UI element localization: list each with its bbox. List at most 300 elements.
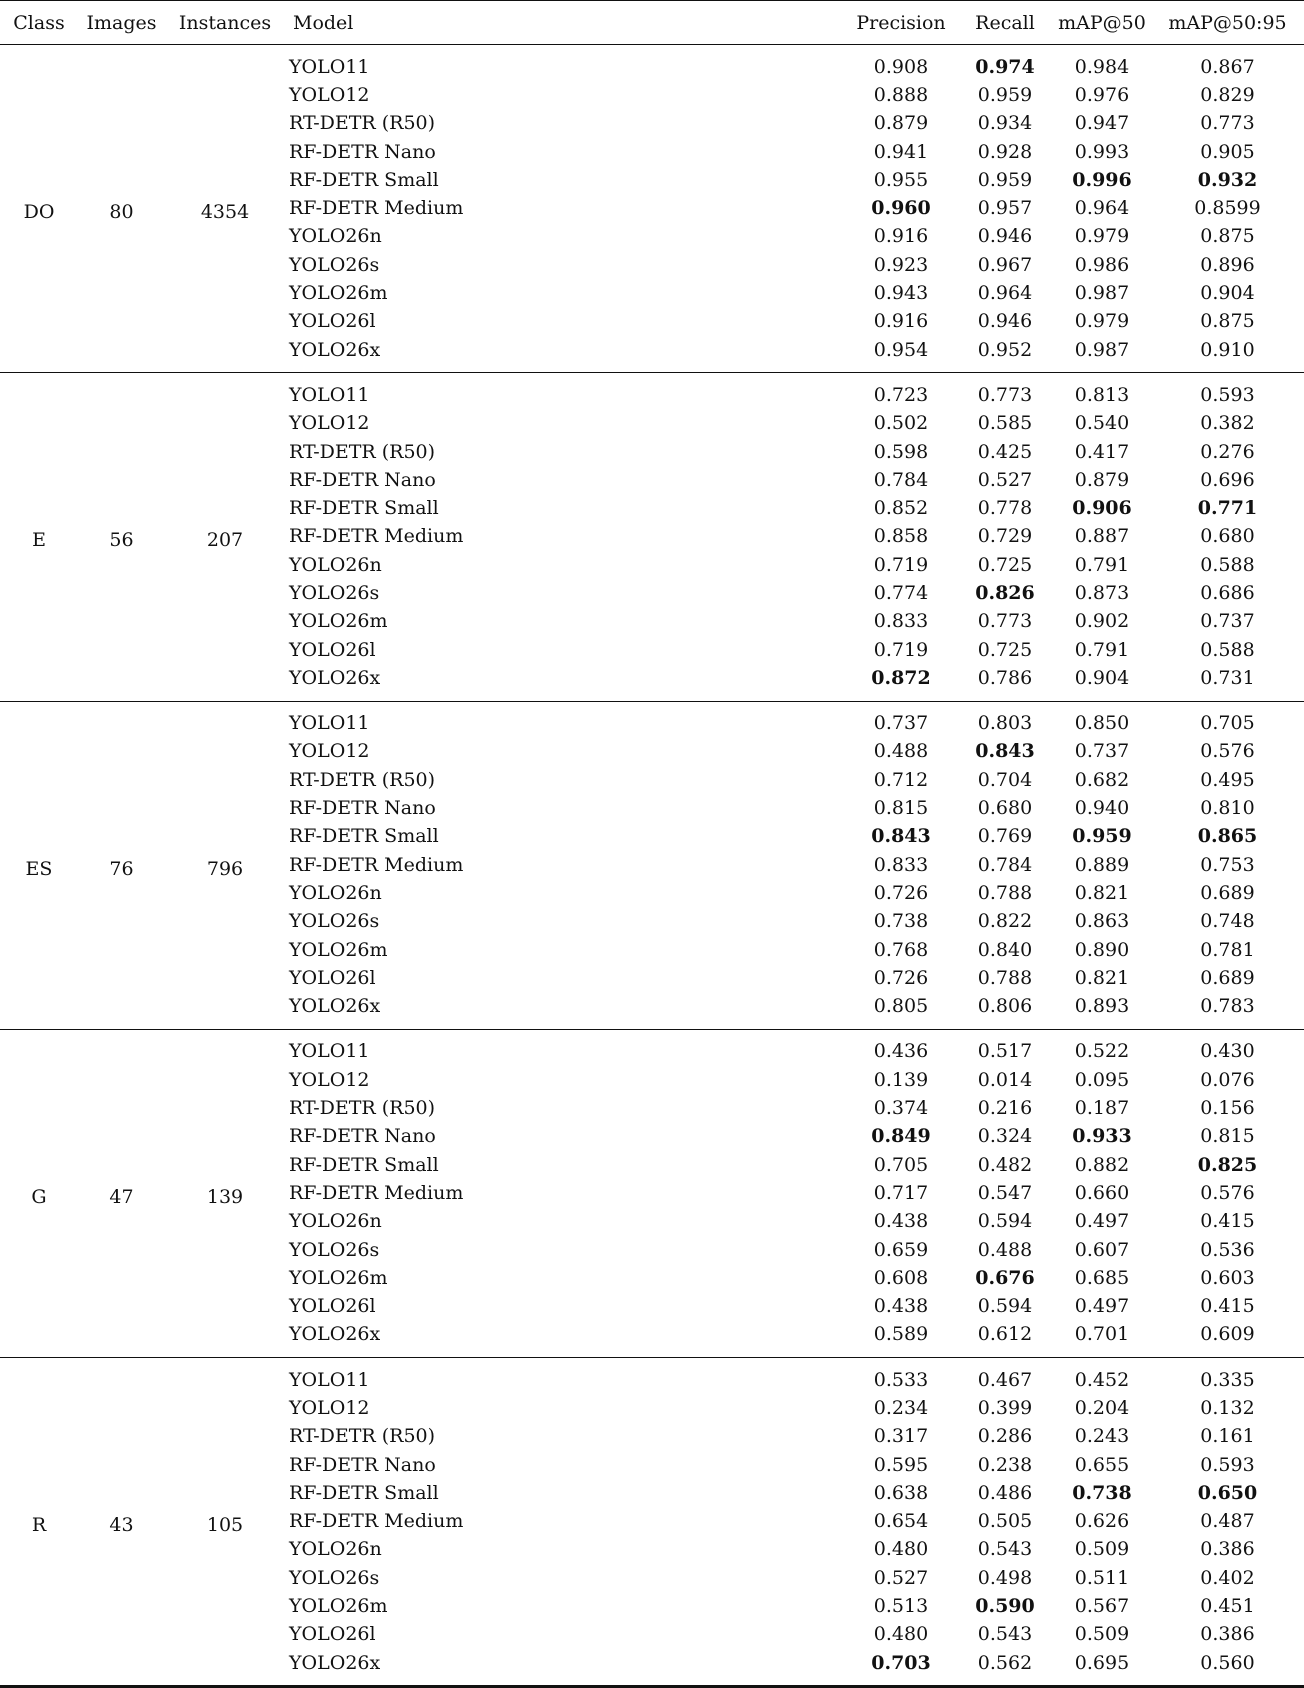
precision-cell: 0.488: [873, 740, 929, 763]
map5095-cell: 0.156: [1200, 1097, 1255, 1120]
model-cell: YOLO26s: [289, 581, 380, 604]
recall-cell: 0.704: [977, 768, 1033, 791]
map5095-cell: 0.865: [1197, 825, 1258, 848]
precision-cell: 0.916: [873, 310, 929, 333]
model-cell: YOLO11: [289, 1368, 370, 1391]
map5095-cell: 0.896: [1200, 253, 1255, 276]
map5095-cell: 0.593: [1200, 383, 1255, 406]
model-cell: YOLO11: [289, 712, 370, 735]
model-cell: RF-DETR Nano: [289, 468, 436, 491]
precision-cell: 0.719: [873, 553, 929, 576]
class-group: [0, 373, 1304, 701]
map50-cell: 0.964: [1074, 197, 1130, 220]
model-cell: YOLO26x: [285, 993, 845, 1030]
map5095-cell: 0.737: [1200, 610, 1255, 633]
recall-cell: 0.547: [977, 1181, 1033, 1204]
map50-cell: 0.738: [1072, 1481, 1132, 1504]
map5095-cell: 0.689: [1200, 881, 1255, 904]
map50-cell: 0.987: [1053, 336, 1151, 373]
class-cell: R: [0, 1358, 78, 1687]
precision-cell: 0.527: [873, 1566, 929, 1589]
model-cell: RF-DETR Medium: [289, 1181, 464, 1204]
map5095-cell: 0.731: [1151, 664, 1304, 701]
map5095-cell: 0.076: [1200, 1068, 1255, 1091]
model-cell: YOLO12: [289, 1068, 370, 1091]
instances-cell: 139: [165, 1029, 285, 1357]
header-recall: Recall: [957, 1, 1053, 45]
recall-cell: 0.806: [957, 993, 1053, 1030]
map50-cell: 0.791: [1074, 638, 1130, 661]
model-cell: YOLO26n: [289, 881, 382, 904]
map5095-cell: 0.415: [1200, 1295, 1255, 1318]
recall-cell: 0.803: [977, 712, 1033, 735]
map50-cell: 0.986: [1074, 253, 1130, 276]
map50-cell: 0.737: [1074, 740, 1130, 763]
model-cell: YOLO26m: [289, 610, 388, 633]
precision-cell: 0.916: [873, 225, 929, 248]
map5095-cell: 0.829: [1200, 83, 1255, 106]
model-cell: RF-DETR Medium: [289, 1510, 464, 1533]
precision-cell: 0.954: [845, 336, 957, 373]
precision-cell: 0.513: [873, 1595, 929, 1618]
recall-cell: 0.286: [977, 1425, 1033, 1448]
recall-cell: 0.773: [977, 610, 1033, 633]
model-cell: YOLO26n: [289, 553, 382, 576]
map50-cell: 0.987: [1074, 282, 1130, 305]
map50-cell: 0.540: [1074, 412, 1130, 435]
map50-cell: 0.522: [1074, 1040, 1130, 1063]
recall-cell: 0.957: [977, 197, 1033, 220]
model-cell: YOLO11: [289, 383, 370, 406]
map5095-cell: 0.904: [1200, 282, 1255, 305]
recall-cell: 0.784: [977, 853, 1033, 876]
map50-cell: 0.685: [1074, 1266, 1130, 1289]
precision-cell: 0.888: [873, 83, 929, 106]
precision-cell: 0.879: [873, 112, 929, 135]
recall-cell: 0.517: [977, 1040, 1033, 1063]
map5095-cell: 0.576: [1200, 1181, 1255, 1204]
model-cell: YOLO26x: [285, 664, 845, 701]
precision-cell: 0.955: [873, 168, 929, 191]
map5095-cell: 0.781: [1200, 938, 1255, 961]
precision-cell: 0.774: [873, 581, 929, 604]
class-group: [0, 1029, 1304, 1357]
map50-cell: 0.933: [1072, 1125, 1132, 1148]
map5095-cell: 0.810: [1200, 797, 1255, 820]
recall-cell: 0.399: [977, 1397, 1033, 1419]
map5095-cell: 0.753: [1200, 853, 1255, 876]
precision-cell: 0.589: [845, 1321, 957, 1358]
table-row: [0, 701, 1304, 738]
map50-cell: 0.607: [1074, 1238, 1130, 1261]
map50-cell: 0.821: [1074, 966, 1130, 989]
recall-cell: 0.680: [977, 797, 1033, 820]
header-images: Images: [78, 1, 165, 45]
images-cell: 56: [78, 373, 165, 701]
map50-cell: 0.879: [1074, 468, 1130, 491]
class-cell: G: [0, 1029, 78, 1357]
map5095-cell: 0.650: [1197, 1481, 1258, 1504]
recall-cell: 0.676: [975, 1266, 1035, 1289]
model-cell: RF-DETR Nano: [289, 797, 436, 820]
recall-cell: 0.826: [975, 581, 1035, 604]
recall-cell: 0.594: [977, 1210, 1033, 1233]
precision-cell: 0.438: [873, 1295, 929, 1318]
model-cell: YOLO11: [289, 1040, 370, 1063]
model-cell: RF-DETR Small: [289, 1153, 439, 1176]
precision-cell: 0.480: [873, 1538, 929, 1561]
model-cell: YOLO26s: [289, 253, 380, 276]
precision-cell: 0.908: [873, 55, 929, 78]
precision-cell: 0.595: [873, 1453, 929, 1476]
table-row: [0, 373, 1304, 410]
instances-cell: 207: [165, 373, 285, 701]
recall-cell: 0.840: [977, 938, 1033, 961]
model-cell: YOLO26n: [289, 1210, 382, 1233]
instances-cell: 4354: [165, 45, 285, 373]
model-cell: YOLO26s: [289, 1238, 380, 1261]
instances-cell: 105: [165, 1358, 285, 1687]
header-row: [0, 1, 1304, 45]
recall-cell: 0.543: [977, 1538, 1033, 1561]
images-cell: 80: [78, 45, 165, 373]
map50-cell: 0.567: [1074, 1595, 1130, 1618]
map5095-cell: 0.748: [1200, 910, 1255, 933]
model-cell: YOLO26x: [285, 1321, 845, 1358]
map50-cell: 0.979: [1074, 225, 1130, 248]
model-cell: YOLO12: [289, 1397, 370, 1419]
recall-cell: 0.238: [977, 1453, 1033, 1476]
precision-cell: 0.784: [873, 468, 929, 491]
model-cell: RF-DETR Nano: [289, 1453, 436, 1476]
class-cell: E: [0, 373, 78, 701]
class-group: [0, 701, 1304, 1029]
table-row: [0, 1029, 1304, 1066]
precision-cell: 0.726: [873, 881, 929, 904]
recall-cell: 0.946: [977, 310, 1033, 333]
map50-cell: 0.976: [1074, 83, 1130, 106]
recall-cell: 0.324: [977, 1125, 1033, 1148]
class-group: [0, 45, 1304, 373]
recall-cell: 0.216: [977, 1097, 1033, 1120]
model-cell: YOLO26m: [289, 1595, 388, 1618]
model-cell: YOLO26s: [289, 1566, 380, 1589]
header-precision: Precision: [845, 1, 957, 45]
model-cell: YOLO12: [289, 740, 370, 763]
map5095-cell: 0.276: [1200, 440, 1255, 463]
precision-cell: 0.502: [873, 412, 929, 435]
precision-cell: 0.858: [873, 525, 929, 548]
precision-cell: 0.533: [873, 1368, 929, 1391]
recall-cell: 0.498: [977, 1566, 1033, 1589]
map5095-cell: 0.8599: [1194, 197, 1261, 220]
map50-cell: 0.243: [1074, 1425, 1130, 1448]
recall-cell: 0.788: [977, 966, 1033, 989]
precision-cell: 0.139: [873, 1068, 929, 1091]
model-cell: YOLO12: [289, 83, 370, 106]
map50-cell: 0.813: [1074, 383, 1130, 406]
recall-cell: 0.729: [977, 525, 1033, 548]
map50-cell: 0.984: [1074, 55, 1130, 78]
recall-cell: 0.786: [957, 664, 1053, 701]
recall-cell: 0.769: [977, 825, 1033, 848]
map50-cell: 0.893: [1053, 993, 1151, 1030]
images-cell: 47: [78, 1029, 165, 1357]
recall-cell: 0.934: [977, 112, 1033, 135]
model-cell: RF-DETR Medium: [289, 197, 464, 220]
model-cell: YOLO26m: [289, 282, 388, 305]
precision-cell: 0.941: [873, 140, 929, 163]
model-cell: RF-DETR Small: [289, 168, 439, 191]
class-group: [0, 1358, 1304, 1687]
recall-cell: 0.928: [977, 140, 1033, 163]
model-cell: RF-DETR Small: [289, 1481, 439, 1504]
precision-cell: 0.717: [873, 1181, 929, 1204]
map5095-cell: 0.576: [1200, 740, 1255, 763]
map50-cell: 0.889: [1074, 853, 1130, 876]
model-cell: RF-DETR Medium: [289, 525, 464, 548]
map5095-cell: 0.593: [1200, 1453, 1255, 1476]
precision-cell: 0.833: [873, 853, 929, 876]
map5095-cell: 0.132: [1200, 1397, 1255, 1419]
recall-cell: 0.778: [977, 497, 1033, 520]
map5095-cell: 0.386: [1200, 1623, 1255, 1646]
precision-cell: 0.852: [873, 497, 929, 520]
map50-cell: 0.979: [1074, 310, 1130, 333]
precision-cell: 0.638: [873, 1481, 929, 1504]
model-cell: YOLO26l: [289, 1295, 376, 1318]
recall-cell: 0.486: [977, 1481, 1033, 1504]
precision-cell: 0.815: [873, 797, 929, 820]
precision-cell: 0.738: [873, 910, 929, 933]
recall-cell: 0.967: [977, 253, 1033, 276]
map50-cell: 0.906: [1072, 497, 1132, 520]
precision-cell: 0.712: [873, 768, 929, 791]
map50-cell: 0.887: [1074, 525, 1130, 548]
map5095-cell: 0.335: [1200, 1368, 1255, 1391]
map5095-cell: 0.603: [1200, 1266, 1255, 1289]
model-cell: YOLO26m: [289, 1266, 388, 1289]
map5095-cell: 0.161: [1200, 1425, 1255, 1448]
model-cell: RT-DETR (R50): [289, 112, 436, 135]
map5095-cell: 0.825: [1197, 1153, 1258, 1176]
map5095-cell: 0.536: [1200, 1238, 1255, 1261]
map5095-cell: 0.487: [1200, 1510, 1255, 1533]
precision-cell: 0.843: [871, 825, 931, 848]
recall-cell: 0.788: [977, 881, 1033, 904]
model-cell: RT-DETR (R50): [289, 768, 436, 791]
model-cell: YOLO26l: [289, 638, 376, 661]
recall-cell: 0.964: [977, 282, 1033, 305]
map50-cell: 0.509: [1074, 1538, 1130, 1561]
model-cell: YOLO26l: [289, 1623, 376, 1646]
map50-cell: 0.509: [1074, 1623, 1130, 1646]
map50-cell: 0.511: [1074, 1566, 1130, 1589]
map50-cell: 0.497: [1074, 1295, 1130, 1318]
recall-cell: 0.482: [977, 1153, 1033, 1176]
precision-cell: 0.234: [873, 1397, 929, 1419]
precision-cell: 0.608: [873, 1266, 929, 1289]
map5095-cell: 0.588: [1200, 638, 1255, 661]
map5095-cell: 0.705: [1200, 712, 1255, 735]
map50-cell: 0.940: [1074, 797, 1130, 820]
map50-cell: 0.497: [1074, 1210, 1130, 1233]
map5095-cell: 0.382: [1200, 412, 1255, 435]
header-class: Class: [0, 1, 78, 45]
model-cell: RF-DETR Small: [289, 497, 439, 520]
recall-cell: 0.725: [977, 638, 1033, 661]
recall-cell: 0.843: [975, 740, 1035, 763]
map5095-cell: 0.905: [1200, 140, 1255, 163]
map50-cell: 0.695: [1053, 1649, 1151, 1687]
instances-cell: 796: [165, 701, 285, 1029]
map50-cell: 0.095: [1074, 1068, 1130, 1091]
precision-cell: 0.849: [871, 1125, 931, 1148]
precision-cell: 0.872: [845, 664, 957, 701]
recall-cell: 0.505: [977, 1510, 1033, 1533]
recall-cell: 0.952: [957, 336, 1053, 373]
table-row: [0, 1358, 1304, 1395]
header-instances: Instances: [165, 1, 285, 45]
map5095-cell: 0.560: [1151, 1649, 1304, 1687]
map5095-cell: 0.783: [1151, 993, 1304, 1030]
precision-cell: 0.659: [873, 1238, 929, 1261]
precision-cell: 0.960: [871, 197, 931, 220]
map5095-cell: 0.386: [1200, 1538, 1255, 1561]
map50-cell: 0.890: [1074, 938, 1130, 961]
recall-cell: 0.594: [977, 1295, 1033, 1318]
map50-cell: 0.791: [1074, 553, 1130, 576]
map5095-cell: 0.680: [1200, 525, 1255, 548]
model-cell: YOLO26n: [289, 225, 382, 248]
map5095-cell: 0.696: [1200, 468, 1255, 491]
model-cell: YOLO26n: [289, 1538, 382, 1561]
recall-cell: 0.725: [977, 553, 1033, 576]
recall-cell: 0.959: [977, 83, 1033, 106]
precision-cell: 0.833: [873, 610, 929, 633]
map5095-cell: 0.771: [1197, 497, 1258, 520]
precision-cell: 0.768: [873, 938, 929, 961]
precision-cell: 0.436: [873, 1040, 929, 1063]
map5095-cell: 0.875: [1200, 225, 1255, 248]
header-model: Model: [285, 1, 845, 45]
map5095-cell: 0.689: [1200, 966, 1255, 989]
map5095-cell: 0.415: [1200, 1210, 1255, 1233]
precision-cell: 0.923: [873, 253, 929, 276]
table-header: [0, 1, 1304, 45]
model-cell: RT-DETR (R50): [289, 1097, 436, 1120]
precision-cell: 0.654: [873, 1510, 929, 1533]
recall-cell: 0.959: [977, 168, 1033, 191]
recall-cell: 0.946: [977, 225, 1033, 248]
model-cell: RF-DETR Nano: [289, 140, 436, 163]
map50-cell: 0.850: [1074, 712, 1130, 735]
precision-cell: 0.943: [873, 282, 929, 305]
map5095-cell: 0.451: [1200, 1595, 1255, 1618]
model-cell: RF-DETR Medium: [289, 853, 464, 876]
model-cell: RT-DETR (R50): [289, 440, 436, 463]
recall-cell: 0.467: [977, 1368, 1033, 1391]
map5095-cell: 0.815: [1200, 1125, 1255, 1148]
map50-cell: 0.821: [1074, 881, 1130, 904]
precision-cell: 0.726: [873, 966, 929, 989]
model-cell: YOLO26l: [289, 310, 376, 333]
map50-cell: 0.204: [1074, 1397, 1130, 1419]
recall-cell: 0.773: [977, 383, 1033, 406]
map50-cell: 0.947: [1074, 112, 1130, 135]
class-cell: ES: [0, 701, 78, 1029]
map50-cell: 0.882: [1074, 1153, 1130, 1176]
precision-cell: 0.438: [873, 1210, 929, 1233]
model-cell: YOLO26l: [289, 966, 376, 989]
map50-cell: 0.993: [1074, 140, 1130, 163]
recall-cell: 0.590: [975, 1595, 1035, 1618]
map5095-cell: 0.773: [1200, 112, 1255, 135]
precision-cell: 0.374: [873, 1097, 929, 1120]
recall-cell: 0.974: [975, 55, 1035, 78]
precision-cell: 0.598: [873, 440, 929, 463]
precision-cell: 0.317: [873, 1425, 929, 1448]
map50-cell: 0.996: [1072, 168, 1132, 191]
model-cell: RT-DETR (R50): [289, 1425, 436, 1448]
map50-cell: 0.655: [1074, 1453, 1130, 1476]
map5095-cell: 0.686: [1200, 581, 1255, 604]
map50-cell: 0.959: [1072, 825, 1132, 848]
header-map50: mAP@50: [1053, 1, 1151, 45]
map5095-cell: 0.932: [1197, 168, 1258, 191]
recall-cell: 0.527: [977, 468, 1033, 491]
recall-cell: 0.562: [957, 1649, 1053, 1687]
model-cell: RF-DETR Small: [289, 825, 439, 848]
map5095-cell: 0.495: [1200, 768, 1255, 791]
map5095-cell: 0.867: [1200, 55, 1255, 78]
map5095-cell: 0.910: [1151, 336, 1304, 373]
map5095-cell: 0.875: [1200, 310, 1255, 333]
images-cell: 76: [78, 701, 165, 1029]
recall-cell: 0.014: [977, 1068, 1033, 1091]
map50-cell: 0.904: [1053, 664, 1151, 701]
map5095-cell: 0.402: [1200, 1566, 1255, 1589]
precision-cell: 0.737: [873, 712, 929, 735]
recall-cell: 0.488: [977, 1238, 1033, 1261]
precision-cell: 0.703: [845, 1649, 957, 1687]
map50-cell: 0.701: [1053, 1321, 1151, 1358]
map50-cell: 0.417: [1074, 440, 1130, 463]
map50-cell: 0.863: [1074, 910, 1130, 933]
map5095-cell: 0.609: [1151, 1321, 1304, 1358]
map50-cell: 0.452: [1074, 1368, 1130, 1391]
table-row: [0, 45, 1304, 82]
map50-cell: 0.682: [1074, 768, 1130, 791]
images-cell: 43: [78, 1358, 165, 1687]
map5095-cell: 0.430: [1200, 1040, 1255, 1063]
precision-cell: 0.723: [873, 383, 929, 406]
precision-cell: 0.705: [873, 1153, 929, 1176]
model-cell: YOLO11: [289, 55, 370, 78]
map50-cell: 0.626: [1074, 1510, 1130, 1533]
model-cell: YOLO12: [289, 412, 370, 435]
model-cell: RF-DETR Nano: [289, 1125, 436, 1148]
model-cell: YOLO26x: [285, 1649, 845, 1687]
model-cell: YOLO26x: [285, 336, 845, 373]
map5095-cell: 0.588: [1200, 553, 1255, 576]
precision-cell: 0.805: [845, 993, 957, 1030]
model-cell: YOLO26s: [289, 910, 380, 933]
map50-cell: 0.902: [1074, 610, 1130, 633]
map50-cell: 0.660: [1074, 1181, 1130, 1204]
recall-cell: 0.425: [977, 440, 1033, 463]
class-cell: DO: [0, 45, 78, 373]
